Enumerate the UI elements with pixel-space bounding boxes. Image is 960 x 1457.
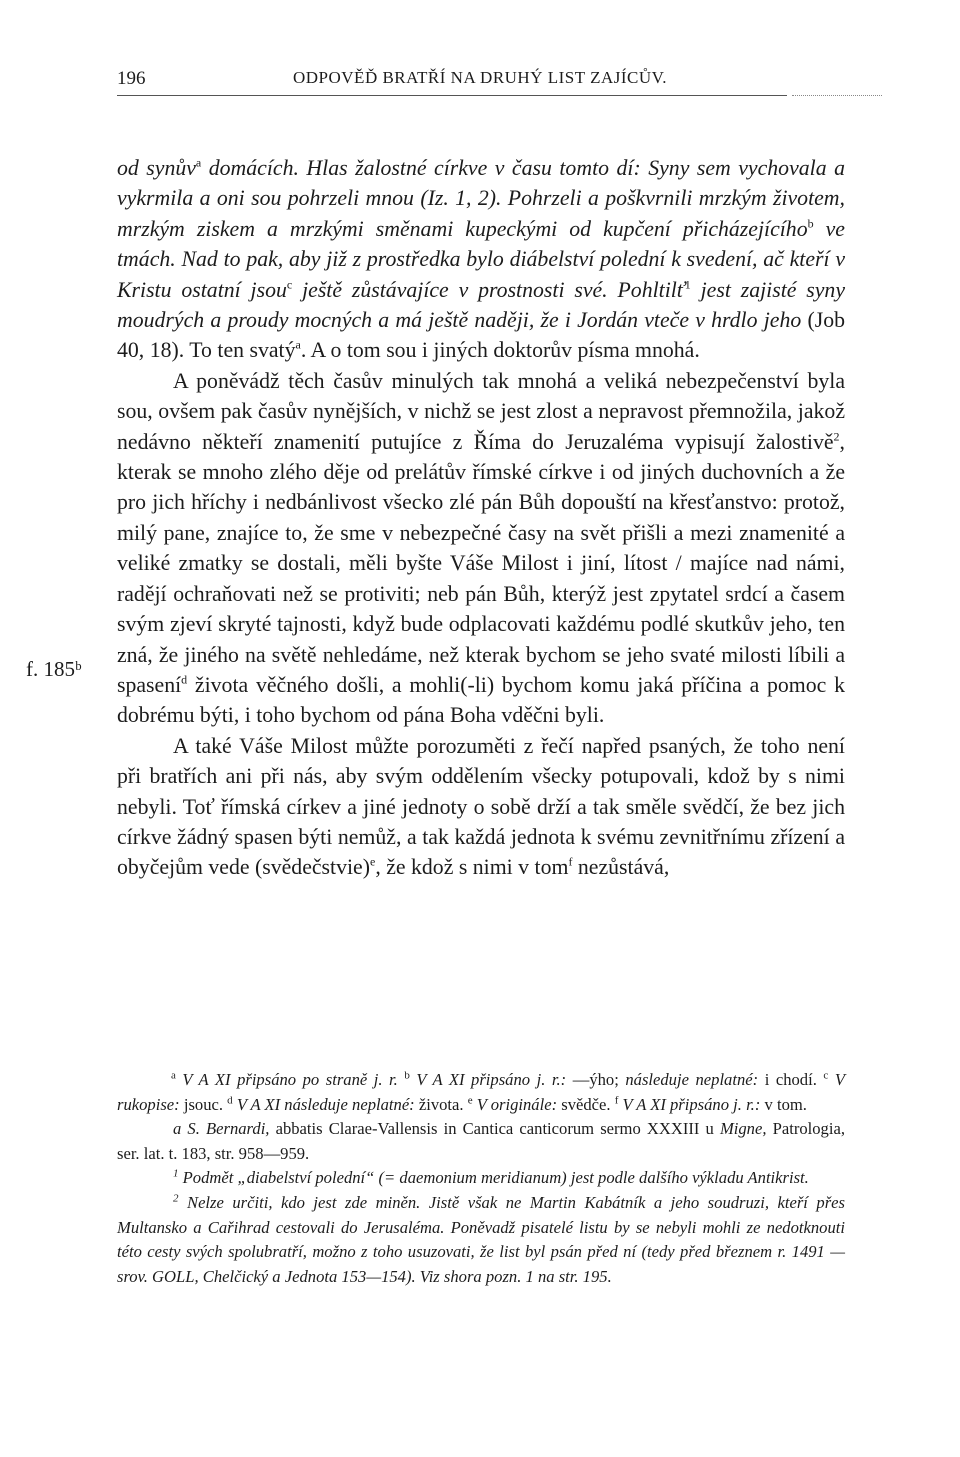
note-text: Patrologia, ser. lat. t. 183, str. 958—959. xyxy=(117,1119,845,1163)
text-run: . A o tom sou i jiných doktorův písma mnohá. xyxy=(300,338,700,363)
note-text: následuje neplatné: xyxy=(625,1070,759,1089)
text-run: ve tmách. Nad to pak, aby již z prostředka bylo diábelství polední k svedení, ač kteří v Kristu ostatní jsou xyxy=(117,216,845,302)
text-run: domácích. Hlas žalostné církve v času tomto dí: Syny sem vychovala a vykrmila a oni sou pohrzeli mnou (Iz. 1, 2). Pohrzeli a poškvrnili mrzkým životem, mrzkým ziskem a mrzkými směnami kupeckými od kupčení přicházejícího xyxy=(117,156,845,241)
running-title: ODPOVĚĎ BRATŘÍ NA DRUHÝ LIST ZAJÍCŮV. xyxy=(293,68,667,87)
note-marker: d xyxy=(227,1094,233,1107)
footnote-marker: b xyxy=(807,216,814,231)
note-text: života. xyxy=(414,1094,468,1114)
note-marker: b xyxy=(404,1069,410,1082)
text-run: A poněvádž těch časův minulých tak mnohá a veliká nebezpečenství byla sou, ovšem pak časův nynějších, v nichž se jest zlost a nepravost přemnožila, jakož nedávno někteří znamenití putujíce z Říma do Jeruzaléma vypisují žalostivě xyxy=(117,368,845,454)
paragraph-3 xyxy=(117,731,845,883)
text-run: života věčného došli, a mohli(-li) bychom komu jaká příčina a pomoc k dobrému býti, i toho bychom od pána Boha vděčni byli. xyxy=(117,672,845,728)
footnote-marker: c xyxy=(286,277,293,292)
note-text: Nelze určiti, kdo jest zde miněn. Jistě však ne Martin Kabátník a jeho soudruzi, kteří přes Multansko a Cařihrad cestovali do Jerusaléma. Poněvadž pisatelé listu by se nebyli mohli ze nedotknouti této cesty svých spolubratří, možno z toho usuzovati, že list byl psán před ní (tedy před březnem r. 1491 — srov. GOLL, Chelčický a Jednota 153—154). Viz shora pozn. 1 na str. 195. xyxy=(117,1192,845,1286)
note-text: V A XI následuje neplatné: xyxy=(232,1094,415,1114)
text-run: od synův xyxy=(117,156,196,180)
note-text: V A XI připsáno j. r.: xyxy=(409,1070,567,1089)
note-marker: 1 xyxy=(173,1167,179,1180)
note-marker: a xyxy=(171,1069,176,1082)
paragraph-1 xyxy=(117,153,845,366)
text-run: , kterak se mnoho zlého děje od prelátův římské církve i od jiných duchovních a že pro jich hříchy i nedbánlivost všecko zlé pán Bůh dopouští na křesťanstvo: protož, milý pane, znajíce to, že sme v nebezpečné časy na svět přišli a mezi znamenité a veliké zmatky se dostali, měli byšte Váše Milost i jiní, lítost / majíce nad námi, radějí ochraňovati než se protiviti; neb pán Bůh, kterýž jest zpytatel srdcí a časem svým zjeví skryté tajnosti, když bude odplacovati každému podlé skutkův jeho, ten zná, že jiného na světě nehledáme, než kterak bychom se jeho svaté milosti líbili a spasení xyxy=(117,429,845,697)
footnotes xyxy=(117,1068,845,1289)
note-text: abbatis Clarae-Vallensis in Cantica canticorum sermo XXXIII u xyxy=(269,1119,720,1139)
note-text: —ýho; xyxy=(566,1070,626,1089)
note-marker: a xyxy=(173,1119,182,1139)
footnote-marker: e xyxy=(369,855,376,870)
footnote-marker: a xyxy=(295,338,301,353)
text-run: nezůstává, xyxy=(572,855,670,880)
main-text xyxy=(117,153,845,883)
note-text: V originále: xyxy=(472,1094,558,1114)
footnote-marker: f xyxy=(568,855,573,870)
header-rule xyxy=(117,95,787,96)
text-run: ještě zůstávajíce v prostnosti své. Pohltilť xyxy=(292,277,685,302)
note-text: i chodí. xyxy=(758,1070,824,1089)
note-text: svědče. xyxy=(557,1094,615,1114)
text-run: (Job 40, 18). To ten svatý xyxy=(117,308,845,363)
footnote-marker: 2 xyxy=(833,429,840,444)
text-run: jest zajisté syny moudrých a proudy mocných a má ještě naději, že i Jordán vteče v hrdlo jeho xyxy=(117,277,846,333)
note-a xyxy=(117,1117,845,1166)
footnote-marker: d xyxy=(181,672,188,687)
text-run: , že kdož s nimi v tom xyxy=(375,855,569,880)
footnote-marker: 1 xyxy=(684,277,691,292)
note-text: Podmět „diabelství polední“ (= daemonium meridianum) jest podle dalšího výkladu Antikrist. xyxy=(178,1168,809,1188)
note-marker: 2 xyxy=(173,1192,179,1205)
note-text: Migne, xyxy=(719,1119,767,1139)
footnote-marker: a xyxy=(195,155,202,170)
note-1 xyxy=(117,1166,845,1191)
note-marker: e xyxy=(467,1094,473,1107)
text-run: A také Váše Milost můžte porozuměti z řečí napřed psaných, že toho není při bratřích ani při nás, aby svým oddělením všecky potupovali, kdož by s nimi nebyli. Toť římská církev a jiné jednoty o sobě drží a tak směle svědčí, že bez jich církve žádný spasen býti nemůž, a tak každá jednota k svému zevnitřnímu zřízení a obyčejům vede (svědečstvie) xyxy=(117,733,845,880)
page-number: 196 xyxy=(117,68,146,89)
note-marker: c xyxy=(823,1069,829,1082)
folio-margin-note: f. 185ᵇ xyxy=(26,657,82,681)
note-text: V rukopise: xyxy=(117,1070,845,1114)
note-text: v tom. xyxy=(760,1094,807,1114)
page-header xyxy=(117,68,845,98)
note-text: V A XI připsáno po straně j. r. xyxy=(175,1070,405,1089)
note-text: S. Bernardi, xyxy=(181,1119,270,1139)
header-rule-tail xyxy=(792,95,882,96)
note-2 xyxy=(117,1191,845,1289)
paragraph-2 xyxy=(117,366,845,731)
apparatus-notes xyxy=(117,1068,845,1117)
note-text: V A XI připsáno j. r.: xyxy=(618,1094,761,1114)
note-marker: f xyxy=(614,1094,619,1107)
note-text: jsouc. xyxy=(179,1094,228,1114)
